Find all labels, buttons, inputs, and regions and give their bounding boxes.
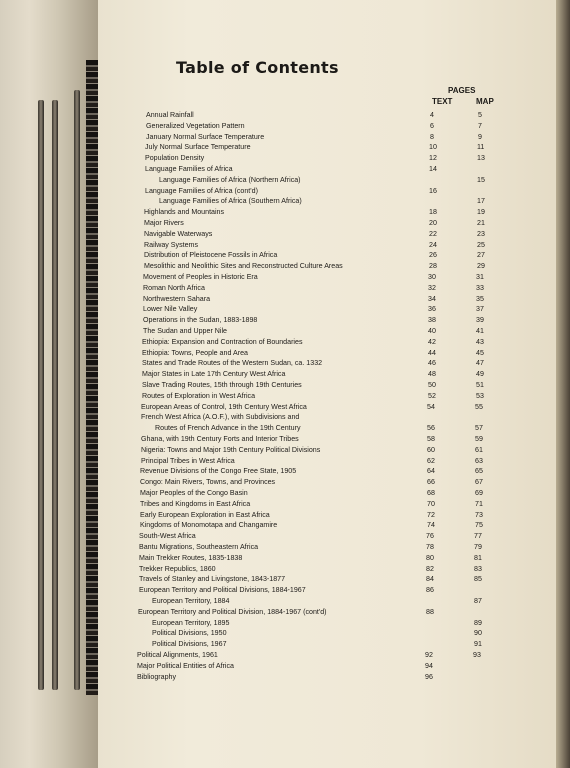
toc-entry-title: Mesolithic and Neolithic Sites and Reconstructed Culture Areas: [144, 262, 343, 271]
toc-entry-title: Bantu Migrations, Southeastern Africa: [139, 543, 259, 551]
toc-text-page: 34: [428, 294, 436, 303]
toc-entry-title: Highlands and Mountains: [144, 208, 225, 217]
toc-text-page: 18: [429, 208, 437, 217]
toc-map-page: 29: [477, 262, 485, 271]
toc-entry-title: Political Divisions, 1967: [152, 640, 227, 649]
toc-map-page: 27: [477, 251, 485, 260]
page-title: Table of Contents: [176, 58, 339, 77]
toc-text-page: 22: [429, 229, 437, 238]
toc-map-page: 45: [476, 348, 484, 357]
toc-map-page: 35: [476, 294, 484, 303]
toc-map-page: 43: [476, 337, 484, 346]
toc-entry-title: Ghana, with 19th Century Forts and Interior Tribes: [141, 435, 299, 443]
toc-text-page: 84: [426, 575, 434, 584]
toc-text-page: 16: [429, 186, 437, 195]
toc-entry-title: Principal Tribes in West Africa: [141, 456, 235, 465]
toc-map-page: 61: [475, 445, 483, 454]
toc-map-page: 49: [476, 370, 484, 379]
toc-entry-title: European Areas of Control, 19th Century West Africa: [141, 402, 307, 411]
toc-map-page: 17: [477, 197, 485, 206]
toc-entry-title: Major Peoples of the Congo Basin: [140, 489, 248, 497]
toc-entry-title: European Territory and Political Division, 1884-1967 (cont'd): [138, 607, 327, 616]
toc-map-page: 73: [475, 510, 483, 519]
toc-entry-title: European Territory and Political Divisions, 1884-1967: [139, 586, 306, 595]
toc-text-page: 38: [428, 316, 436, 325]
toc-entry-title: Kingdoms of Monomotapa and Changamire: [140, 521, 278, 530]
toc-entry-title: Northwestern Sahara: [143, 294, 211, 303]
toc-text-page: 42: [428, 337, 436, 346]
toc-text-page: 20: [429, 219, 437, 227]
toc-entry-title: Language Families of Africa (Northern Africa): [159, 175, 301, 184]
toc-map-page: 15: [477, 175, 485, 184]
toc-text-page: 50: [428, 381, 436, 389]
toc-entry-title: Political Alignments, 1961: [137, 651, 218, 659]
binding-rod: [74, 90, 80, 690]
toc-text-page: 26: [429, 251, 437, 260]
toc-map-page: 33: [476, 283, 484, 292]
toc-text-page: 32: [428, 283, 436, 292]
toc-text-page: 4: [430, 111, 434, 119]
binding-rod: [52, 100, 58, 690]
toc-map-page: 67: [475, 478, 483, 487]
toc-text-page: 80: [426, 553, 434, 562]
page-edge-shadow: [556, 0, 570, 768]
toc-entry-title: Railway Systems: [144, 240, 199, 249]
toc-map-page: 59: [475, 435, 483, 443]
toc-text-page: 60: [427, 445, 435, 454]
toc-map-page: 65: [475, 467, 483, 476]
toc-entry-title: Distribution of Pleistocene Fossils in Africa: [144, 251, 278, 260]
toc-text-page: 46: [428, 359, 436, 368]
toc-map-page: 57: [475, 424, 483, 433]
toc-entry-title: Congo: Main Rivers, Towns, and Provinces: [140, 478, 276, 487]
toc-entry-title: Lower Nile Valley: [143, 305, 198, 314]
toc-text-page: 96: [425, 672, 433, 681]
toc-text-page: 82: [426, 564, 434, 573]
toc-entry-title: Annual Rainfall: [146, 111, 194, 119]
toc-text-page: 78: [426, 543, 434, 551]
toc-text-page: 52: [428, 391, 436, 400]
toc-map-page: 7: [478, 121, 482, 130]
toc-map-page: 5: [478, 111, 482, 119]
toc-entry-title: Revenue Divisions of the Congo Free State, 1905: [140, 467, 297, 476]
toc-map-page: 53: [476, 391, 484, 400]
toc-map-page: 47: [476, 359, 484, 368]
toc-map-page: 75: [475, 521, 483, 530]
toc-text-page: 40: [428, 327, 436, 335]
toc-text-page: 24: [429, 240, 437, 249]
toc-text-page: 76: [426, 532, 434, 541]
toc-map-page: 39: [476, 316, 484, 325]
toc-text-page: 88: [426, 607, 434, 616]
toc-map-page: 9: [478, 132, 482, 141]
toc-map-page: 93: [473, 651, 481, 659]
toc-map-page: 91: [474, 640, 482, 649]
toc-map-page: 37: [476, 305, 484, 314]
toc-entry-title: States and Trade Routes of the Western Sudan, ca. 1332: [142, 359, 323, 368]
toc-entry-title: Ethiopia: Towns, People and Area: [142, 348, 248, 357]
toc-entry-title: South-West Africa: [139, 532, 196, 541]
toc-entry-title: Movement of Peoples in Historic Era: [143, 273, 258, 281]
toc-text-page: 66: [427, 478, 435, 487]
toc-text-page: 6: [430, 121, 434, 130]
toc-text-page: 62: [427, 456, 435, 465]
toc-text-page: 74: [427, 521, 435, 530]
toc-entry-title: Major Rivers: [144, 219, 184, 227]
toc-map-page: 13: [477, 154, 485, 163]
toc-map-page: 23: [477, 229, 485, 238]
toc-entry-title: Major States in Late 17th Century West Africa: [142, 370, 286, 379]
toc-map-page: 21: [477, 219, 485, 227]
toc-entry-title: Operations in the Sudan, 1883-1898: [143, 316, 258, 325]
toc-map-page: 71: [475, 499, 483, 508]
toc-text-page: 36: [428, 305, 436, 314]
toc-entry-title: January Normal Surface Temperature: [146, 132, 265, 141]
toc-text-page: 72: [427, 510, 435, 519]
toc-entry-title: Navigable Waterways: [144, 229, 213, 238]
toc-text-page: 92: [425, 651, 433, 659]
toc-entry-title: Population Density: [145, 154, 205, 163]
toc-entry-title: Tribes and Kingdoms in East Africa: [140, 499, 251, 508]
toc-text-page: 8: [430, 132, 434, 141]
toc-text-page: 12: [429, 154, 437, 163]
toc-text-page: 54: [427, 402, 435, 411]
toc-entry-title: Slave Trading Routes, 15th through 19th Centuries: [142, 381, 302, 389]
toc-map-page: 89: [474, 618, 482, 627]
toc-entry-title: Language Families of Africa (Southern Africa): [159, 197, 302, 206]
toc-map-page: 87: [474, 597, 482, 605]
toc-map-page: 41: [476, 327, 484, 335]
binding-spine: [86, 60, 98, 695]
toc-map-page: 55: [475, 402, 483, 411]
toc-entry-title: Ethiopia: Expansion and Contraction of Boundaries: [142, 337, 303, 346]
map-column-header: MAP: [476, 97, 494, 106]
toc-text-page: 14: [429, 165, 437, 173]
toc-text-page: 30: [428, 273, 436, 281]
toc-map-page: 69: [475, 489, 483, 497]
toc-map-page: 81: [474, 553, 482, 562]
text-column-header: TEXT: [432, 97, 453, 106]
toc-text-page: 64: [427, 467, 435, 476]
toc-entry-title: Routes of French Advance in the 19th Century: [155, 424, 301, 433]
toc-entry-title: Routes of Exploration in West Africa: [142, 391, 256, 400]
book-binding: [0, 0, 98, 768]
toc-entry-title: Travels of Stanley and Livingstone, 1843-1877: [139, 575, 286, 584]
toc-entry-title: Roman North Africa: [143, 283, 205, 292]
toc-entry-title: Political Divisions, 1950: [152, 629, 227, 638]
toc-entry-title: Language Families of Africa: [145, 165, 233, 173]
toc-text-page: 28: [429, 262, 437, 271]
toc-text-page: 48: [428, 370, 436, 379]
toc-entry-title: French West Africa (A.O.F.), with Subdivisions and: [141, 413, 300, 422]
toc-entry-title: Early European Exploration in East Africa: [140, 510, 270, 519]
binding-rod: [38, 100, 44, 690]
toc-map-page: 31: [476, 273, 484, 281]
toc-map-page: 79: [474, 543, 482, 551]
toc-map-page: 83: [474, 564, 482, 573]
toc-map-page: 90: [474, 629, 482, 638]
toc-text-page: 44: [428, 348, 436, 357]
toc-entry-title: Main Trekker Routes, 1835-1838: [139, 553, 243, 562]
toc-entry-title: Language Families of Africa (cont'd): [145, 186, 258, 195]
toc-map-page: 77: [474, 532, 482, 541]
toc-text-page: 70: [427, 499, 435, 508]
toc-text-page: 58: [427, 435, 435, 443]
toc-entry-title: European Territory, 1884: [152, 597, 230, 605]
toc-entry-title: Major Political Entities of Africa: [137, 661, 234, 670]
toc-text-page: 68: [427, 489, 435, 497]
pages-column-header: PAGES: [448, 86, 476, 95]
toc-text-page: 94: [425, 661, 433, 670]
toc-map-page: 11: [477, 143, 485, 152]
toc-text-page: 86: [426, 586, 434, 595]
toc-entry-title: Trekker Republics, 1860: [139, 564, 216, 573]
toc-map-page: 51: [476, 381, 484, 389]
toc-map-page: 25: [477, 240, 485, 249]
toc-entry-title: Bibliography: [137, 672, 177, 681]
toc-entry-title: Generalized Vegetation Pattern: [146, 121, 245, 130]
toc-text-page: 56: [427, 424, 435, 433]
toc-entry-title: European Territory, 1895: [152, 618, 230, 627]
toc-text-page: 10: [429, 143, 437, 152]
toc-entry-title: The Sudan and Upper Nile: [143, 327, 227, 335]
toc-map-page: 19: [477, 208, 485, 217]
toc-map-page: 63: [475, 456, 483, 465]
toc-entry-title: July Normal Surface Temperature: [145, 143, 251, 152]
toc-map-page: 85: [474, 575, 482, 584]
toc-entry-title: Nigeria: Towns and Major 19th Century Political Divisions: [141, 445, 321, 454]
